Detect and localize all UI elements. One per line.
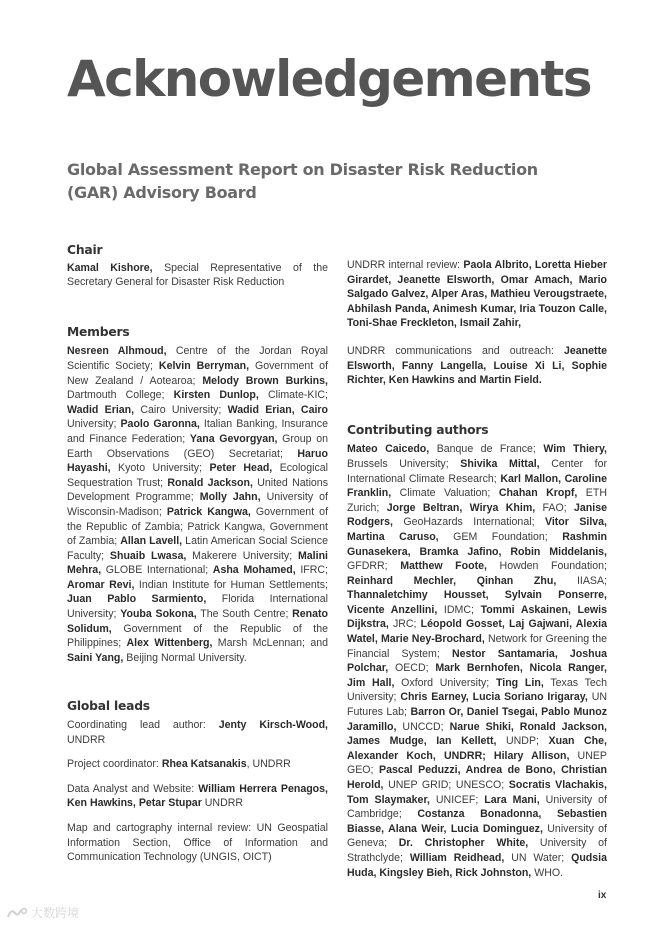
person-affiliation: WHO. — [531, 866, 564, 879]
person-affiliation: UNEP GRID; UNESCO; — [383, 779, 509, 791]
contributing-heading: Contributing authors — [347, 422, 489, 437]
person-affiliation: Climate Valuation; — [391, 487, 499, 500]
person-name: Shivika Mittal, — [460, 457, 540, 470]
credit-names: Jeanette Elsworth, Fanny Langella, Louise Xi Li, Sophie Richter, Ken Hawkins and Martin Field. — [347, 344, 607, 387]
person-affiliation: Florida International University; — [67, 593, 328, 621]
credit-paragraph — [67, 821, 328, 865]
person-affiliation: Latin American Social Science Faculty; — [67, 535, 328, 562]
person-name: Shuaib Lwasa, — [109, 549, 187, 562]
person-affiliation: Government of New Zealand / Aotearoa; — [67, 359, 329, 387]
page-number: ix — [598, 890, 607, 901]
person-affiliation: IDMC; — [437, 603, 481, 616]
person-name: Reinhard Mechler, Qinhan Zhu, — [347, 574, 557, 587]
person-affiliation: University of Strathclyde; — [347, 837, 607, 864]
person-name: Wadid Erian, — [67, 403, 135, 416]
global-leads-heading: Global leads — [67, 699, 150, 714]
watermark-logo-icon — [6, 906, 28, 920]
person-affiliation: Ecological Sequestration Trust; — [67, 462, 328, 489]
credit-text: Map and cartography internal review: UN Geospatial Information Section, Office of Information and Communication Technology (UNGIS, OICT) — [67, 822, 328, 864]
credit-names: Rhea Katsanakis — [161, 758, 247, 771]
person-name: Ronald Jackson, — [167, 476, 253, 489]
person-affiliation: Network for Greening the Financial System; — [347, 633, 607, 660]
person-name: Malini Mehra, — [67, 549, 328, 577]
person-affiliation: Makerere University; — [186, 549, 298, 562]
page-title: Acknowledgements — [67, 50, 591, 108]
person-name: Ting Lin, — [495, 676, 544, 689]
credit-paragraph — [67, 718, 328, 747]
person-name: Socratis Vlachakis, Tom Slaymaker, — [347, 779, 607, 806]
person-name: Mark Bernhofen, Nicola Ranger, Jim Hall, — [347, 662, 607, 689]
person-affiliation: Center for International Climate Research; — [347, 457, 607, 485]
person-affiliation: Banque de France; — [429, 443, 544, 456]
contributing-list — [347, 442, 607, 880]
person-name: Kamal Kishore, — [67, 261, 153, 274]
members-list — [67, 344, 328, 665]
credit-text: Data Analyst and Website: — [67, 782, 199, 795]
watermark — [6, 904, 79, 921]
person-name: Paolo Garonna, — [120, 418, 200, 431]
person-name: Melody Brown Burkins, — [202, 374, 328, 387]
person-name: Lara Mani, — [484, 793, 540, 806]
person-name: Yana Gevorgyan, — [189, 432, 278, 445]
person-name: Xuan Che, Alexander Koch, UNDRR; Hilary Allison, — [347, 735, 607, 762]
person-affiliation: University of Wisconsin-Madison; — [67, 491, 328, 518]
person-affiliation: UN Water; — [504, 851, 572, 864]
credit-text: , UNDRR — [246, 758, 291, 771]
person-name: Saini Yang, — [67, 651, 124, 664]
person-name: Karl Mallon, Caroline Franklin, — [347, 472, 607, 500]
person-affiliation: GLOBE International; — [101, 564, 213, 577]
person-affiliation: GFDRR; — [347, 560, 401, 573]
person-name: Haruo Hayashi, — [67, 447, 328, 475]
credit-names: Jenty Kirsch-Wood, — [218, 719, 328, 732]
person-name: Rashmin Gunasekera, Bramka Jafino, Robin Middelanis, — [347, 530, 607, 558]
undrr-review-section — [347, 258, 607, 388]
person-affiliation: Kyoto University; — [110, 462, 210, 475]
person-affiliation: University of Cambridge; — [347, 793, 607, 821]
person-name: Costanza Bonadonna, Sebastien Biasse, Alana Weir, Lucia Dominguez, — [347, 808, 607, 835]
person-affiliation: Indian Institute for Human Settlements; — [134, 578, 328, 591]
contributing-authors-section — [347, 423, 607, 880]
person-affiliation: Climate-KIC; — [258, 389, 328, 402]
global-leads-paragraphs — [67, 718, 328, 865]
credit-names: Paola Albrito, Loretta Hieber Girardet, Jeanette Elsworth, Omar Amach, Mario Salgado Galvez, Alper Aras, Mathieu Verougstraete, Abhilash Panda, Animesh Kumar, Iria Touzon Calle, Toni-Shae Freckleton, Ismail Zahir, — [347, 259, 607, 330]
person-affiliation: UNDP; — [496, 735, 549, 748]
credit-text: UNDRR — [67, 733, 106, 746]
person-name: Qudsia Huda, Kingsley Bieh, Rick Johnston, — [347, 851, 607, 879]
credit-paragraph — [67, 757, 328, 772]
credit-paragraph — [347, 258, 607, 331]
credit-text: Coordinating lead author: — [67, 719, 219, 732]
members-heading: Members — [67, 324, 130, 339]
person-name: Thannaletchimy Housset, Sylvain Ponserre, Vicente Anzellini, — [347, 589, 607, 616]
person-affiliation: United Nations Development Programme; — [67, 476, 329, 504]
report-subtitle: Global Assessment Report on Disaster Risk Reduction (GAR) Advisory Board — [67, 160, 538, 202]
person-name: Barron Or, Daniel Tsegai, Pablo Munoz Jaramillo, — [347, 706, 608, 733]
credit-names: William Herrera Penagos, Ken Hawkins, Petar Stupar — [67, 782, 328, 810]
credit-paragraph — [67, 782, 328, 811]
person-affiliation: Oxford University; — [394, 676, 496, 689]
person-affiliation: Centre of the Jordan Royal Scientific Society; — [67, 345, 328, 372]
person-name: Dr. Christopher White, — [398, 837, 529, 850]
person-affiliation: Special Representative of the Secretary General for Disaster Risk Reduction — [67, 261, 328, 289]
global-leads-section — [67, 699, 328, 864]
credit-text: UNDRR communications and outreach: — [347, 344, 564, 357]
person-name: Vitor Silva, Martina Caruso, — [347, 516, 608, 543]
person-name: Molly Jahn, — [199, 491, 261, 504]
person-name: Juan Pablo Sarmiento, — [67, 593, 207, 606]
person-name: Janise Rodgers, — [347, 501, 607, 529]
person-name: Wim Thiery, — [543, 443, 607, 456]
person-name: Renato Solidum, — [67, 608, 329, 635]
person-affiliation: GEM Foundation; — [438, 530, 563, 543]
chair-section — [67, 243, 328, 290]
person-affiliation: IFRC; — [295, 564, 329, 577]
person-name: Nestor Santamaria, Joshua Polchar, — [347, 647, 608, 675]
person-name: Patrick Kangwa, — [166, 505, 251, 518]
person-name: Allan Lavell, — [120, 535, 183, 548]
person-name: Wadid Erian, Cairo — [227, 403, 328, 416]
person-affiliation: Italian Banking, Insurance and Finance Federation; — [67, 418, 328, 445]
person-name: Chahan Kropf, — [498, 487, 578, 500]
right-column — [347, 258, 607, 880]
person-affiliation: UNEP GEO; — [347, 749, 607, 777]
person-name: Kirsten Dunlop, — [173, 389, 259, 402]
person-name: Mateo Caicedo, — [347, 443, 430, 456]
person-affiliation: UN Futures Lab; — [347, 691, 607, 719]
person-affiliation: Brussels University; — [347, 457, 461, 470]
person-affiliation: Cairo University; — [134, 403, 228, 416]
person-name: Chris Earney, Lucia Soriano Irigaray, — [400, 691, 588, 704]
person-affiliation: Howden Foundation; — [486, 560, 607, 573]
person-name: Jorge Beltran, Wirya Khim, — [386, 501, 536, 514]
person-affiliation: University of Geneva; — [347, 822, 608, 850]
person-name: Tommi Askainen, Lewis Dijkstra, — [347, 603, 607, 631]
chair-list — [67, 261, 328, 290]
person-affiliation: UNICEF; — [429, 793, 485, 806]
credit-text: Project coordinator: — [67, 758, 162, 771]
person-affiliation: Texas Tech University; — [347, 676, 607, 704]
person-name: Nesreen Alhmoud, — [67, 345, 167, 358]
members-section — [67, 325, 328, 666]
person-affiliation: Beijing Normal University. — [123, 651, 247, 664]
person-affiliation: Government of the Republic of the Philippines; — [67, 622, 328, 650]
person-affiliation: Government of the Republic of Zambia; Patrick Kangwa, Government of Zambia; — [67, 505, 329, 548]
person-affiliation: IIASA; — [556, 574, 607, 587]
person-affiliation: Dartmouth College; — [67, 389, 174, 402]
undrr-review-paragraphs — [347, 258, 607, 388]
person-affiliation: UNCCD; — [396, 720, 450, 733]
person-affiliation: Marsh McLennan; and — [212, 637, 329, 650]
person-affiliation: Group on Earth Observations (GEO) Secretariat; — [67, 432, 328, 460]
person-affiliation: ETH Zurich; — [347, 487, 607, 514]
person-affiliation: University; — [67, 418, 121, 431]
person-name: Alex Wittenberg, — [126, 637, 213, 650]
person-name: Peter Head, — [209, 462, 273, 475]
person-name: Pascal Peduzzi, Andrea de Bono, Christian Herold, — [347, 764, 608, 791]
person-name: Youba Sokona, — [120, 608, 197, 621]
person-affiliation: The South Centre; — [196, 608, 293, 621]
credit-text: UNDRR — [201, 797, 244, 810]
watermark-text: 大数跨境 — [31, 906, 80, 920]
left-column — [67, 243, 328, 865]
person-name: William Reidhead, — [409, 851, 505, 864]
person-affiliation: OECD; — [388, 662, 436, 675]
person-name: Narue Shiki, Ronald Jackson, James Mudge, Ian Kellett, — [347, 720, 607, 748]
person-name: Matthew Foote, — [400, 560, 487, 573]
person-affiliation: FAO; — [535, 501, 575, 514]
person-affiliation: GeoHazards International; — [392, 516, 545, 529]
chair-heading: Chair — [67, 243, 103, 257]
credit-paragraph — [347, 344, 607, 388]
person-name: Léopold Gosset, Laj Gajwani, Alexia Watel, Marie Ney-Brochard, — [347, 618, 607, 646]
person-name: Aromar Revi, — [67, 578, 135, 591]
person-name: Kelvin Berryman, — [158, 359, 250, 372]
credit-text: UNDRR internal review: — [347, 259, 464, 271]
person-name: Asha Mohamed, — [212, 564, 296, 577]
person-affiliation: JRC; — [388, 618, 421, 631]
